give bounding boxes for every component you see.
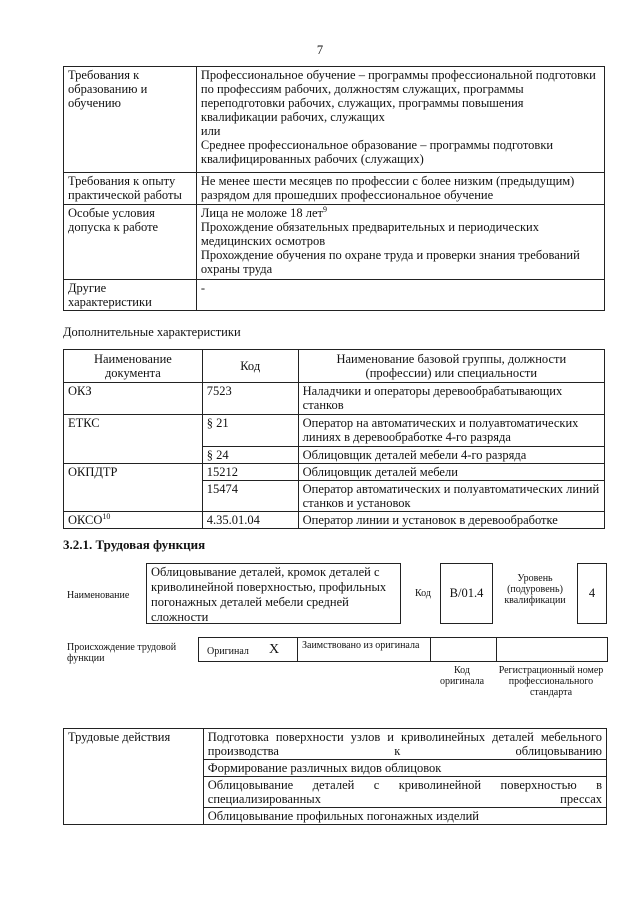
cell-document: ОКСО$^{10}$: [64, 512, 203, 529]
code-label: Код: [415, 588, 431, 599]
value-line: Профессиональное обучение – программы профессиональной подготовки по профессиям рабочих, должностям служащих, программы переподготовки рабочих, служащих, программы повышения квалификации рабочих, служащих: [200, 68, 596, 124]
cell-name: Оператор на автоматических и полуавтоматических линиях в деревообработке 4-го разряда: [298, 415, 604, 447]
value-line: Лица не моложе 18 лет$^9$: [200, 204, 327, 220]
table-row: [64, 512, 605, 529]
row-value: -: [196, 280, 604, 311]
table-row: [64, 383, 605, 415]
table-row: [64, 729, 607, 760]
row-value: Не менее шести месяцев по профессии с более низким (предыдущим) разрядом для прошедших профессиональное обучение: [196, 173, 604, 205]
origin-table: [198, 637, 608, 662]
action-item: Облицовывание профильных погонажных изделий: [203, 808, 606, 825]
cell-document: ЕТКС: [64, 415, 203, 464]
cell-code: § 24: [202, 447, 298, 464]
action-item: Облицовывание деталей с криволинейной поверхностью в специализированных прессах: [203, 777, 606, 808]
actions-label: Трудовые действия: [64, 729, 204, 825]
requirements-table: [63, 66, 605, 311]
header-document: Наименование документа: [64, 350, 203, 383]
extra-title: Дополнительные характеристики: [63, 325, 241, 339]
level-value: 4: [588, 586, 596, 600]
table-header-row: [64, 350, 605, 383]
value-line: или: [200, 124, 221, 138]
page-number: 7: [316, 43, 324, 57]
cell-document: ОКЗ: [64, 383, 203, 415]
section-title: 3.2.1. Трудовая функция: [63, 537, 206, 552]
labor-actions-table: [63, 728, 607, 825]
table-row: [64, 67, 605, 173]
table-row: [64, 415, 605, 447]
cell-code: 15474: [202, 481, 298, 512]
value-line: Среднее профессиональное образование – программы подготовки квалифицированных рабочих (служащих): [200, 138, 554, 166]
borrowed-label: Заимствовано из оригинала: [302, 640, 420, 651]
cell-name: Оператор линии и установок в деревообработке: [298, 512, 604, 529]
cell-code: 7523: [202, 383, 298, 415]
header-name: Наименование базовой группы, должности (профессии) или специальности: [298, 350, 604, 383]
origin-label: Происхождение трудовой функции: [67, 642, 177, 664]
origin-divider: [297, 638, 298, 661]
cell-name: Оператор автоматических и полуавтоматических линий станков и установок: [298, 481, 604, 512]
cell-code: § 21: [202, 415, 298, 447]
cell-code: 15212: [202, 464, 298, 481]
value-line: Прохождение обязательных предварительных и периодических медицинских осмотров: [200, 220, 539, 248]
row-value: [196, 205, 604, 280]
cell-name: Облицовщик деталей мебели: [298, 464, 604, 481]
row-label: Другие характеристики: [64, 280, 197, 311]
origin-divider: [430, 638, 431, 661]
original-label: Оригинал: [207, 646, 249, 657]
footnote-mark: 9: [322, 204, 327, 214]
footnote-mark: 10: [102, 511, 111, 521]
code-box: [440, 563, 493, 624]
value-line: Прохождение обучения по охране труда и проверки знания требований охраны труда: [200, 248, 580, 276]
cell-name: Облицовщик деталей мебели 4-го разряда: [298, 447, 604, 464]
table-row: [64, 173, 605, 205]
original-mark: X: [269, 642, 280, 657]
level-label: Уровень (подуровень) квалификации: [504, 573, 566, 606]
level-box: [577, 563, 607, 624]
cell-document: ОКПДТР: [64, 464, 203, 512]
table-row: [64, 464, 605, 481]
action-item: Подготовка поверхности узлов и криволинейных деталей мебельного производства к облицовыванию: [203, 729, 606, 760]
row-label: Особые условия допуска к работе: [64, 205, 197, 280]
registration-caption: Регистрационный номер профессионального стандарта: [498, 665, 604, 698]
code-original-caption: Код оригинала: [439, 665, 485, 687]
name-label: Наименование: [67, 590, 130, 601]
extra-characteristics-table: [63, 349, 605, 529]
table-row: [64, 280, 605, 311]
cell-code: 4.35.01.04: [202, 512, 298, 529]
function-name-box: [146, 563, 401, 624]
row-label: Требования к образованию и обучению: [64, 67, 197, 173]
origin-divider: [496, 638, 497, 661]
cell-name: Наладчики и операторы деревообрабатывающих станков: [298, 383, 604, 415]
row-label: Требования к опыту практической работы: [64, 173, 197, 205]
code-value: В/01.4: [449, 586, 484, 600]
row-value: [196, 67, 604, 173]
table-row: [64, 205, 605, 280]
action-item: Формирование различных видов облицовок: [203, 760, 606, 777]
header-code: Код: [202, 350, 298, 383]
function-name: Облицовывание деталей, кромок деталей с криволинейной поверхностью, профильных погонажных деталей мебели средней сложности: [151, 565, 387, 624]
